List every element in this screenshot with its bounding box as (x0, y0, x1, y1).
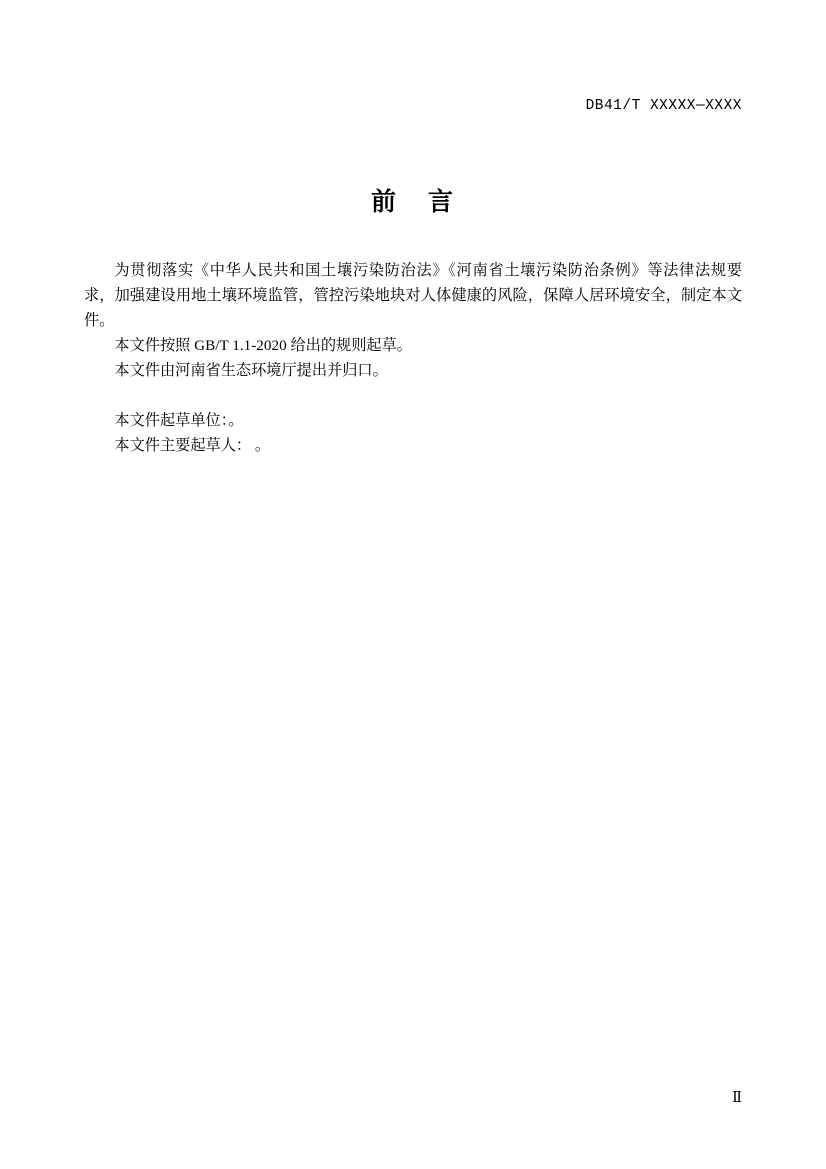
foreword-paragraph-4: 本文件起草单位：。 (114, 412, 244, 429)
foreword-paragraph-3: 本文件由河南省生态环境厅提出并归口。 (114, 362, 388, 379)
page-title-char-2: 言 (428, 187, 456, 216)
foreword-paragraph-1: 为贯彻落实《中华人民共和国土壤污染防治法》《河南省土壤污染防治条例》等法律法规要求，加强建设用地土壤环境监管，管控污染地块对人体健康的风险，保障人居环境安全，制定本文件。 (84, 262, 742, 329)
foreword-body (84, 258, 742, 458)
foreword-paragraph-2: 本文件按照 GB/T 1.1-2020 给出的规则起草。 (114, 337, 412, 354)
foreword-paragraph-5: 本文件主要起草人： 。 (114, 437, 271, 454)
page-number: Ⅱ (732, 1090, 742, 1106)
page-title (0, 182, 826, 218)
page-title-char-1: 前 (370, 187, 398, 216)
standard-code-header: DB41/T XXXXX—XXXX (585, 98, 742, 114)
